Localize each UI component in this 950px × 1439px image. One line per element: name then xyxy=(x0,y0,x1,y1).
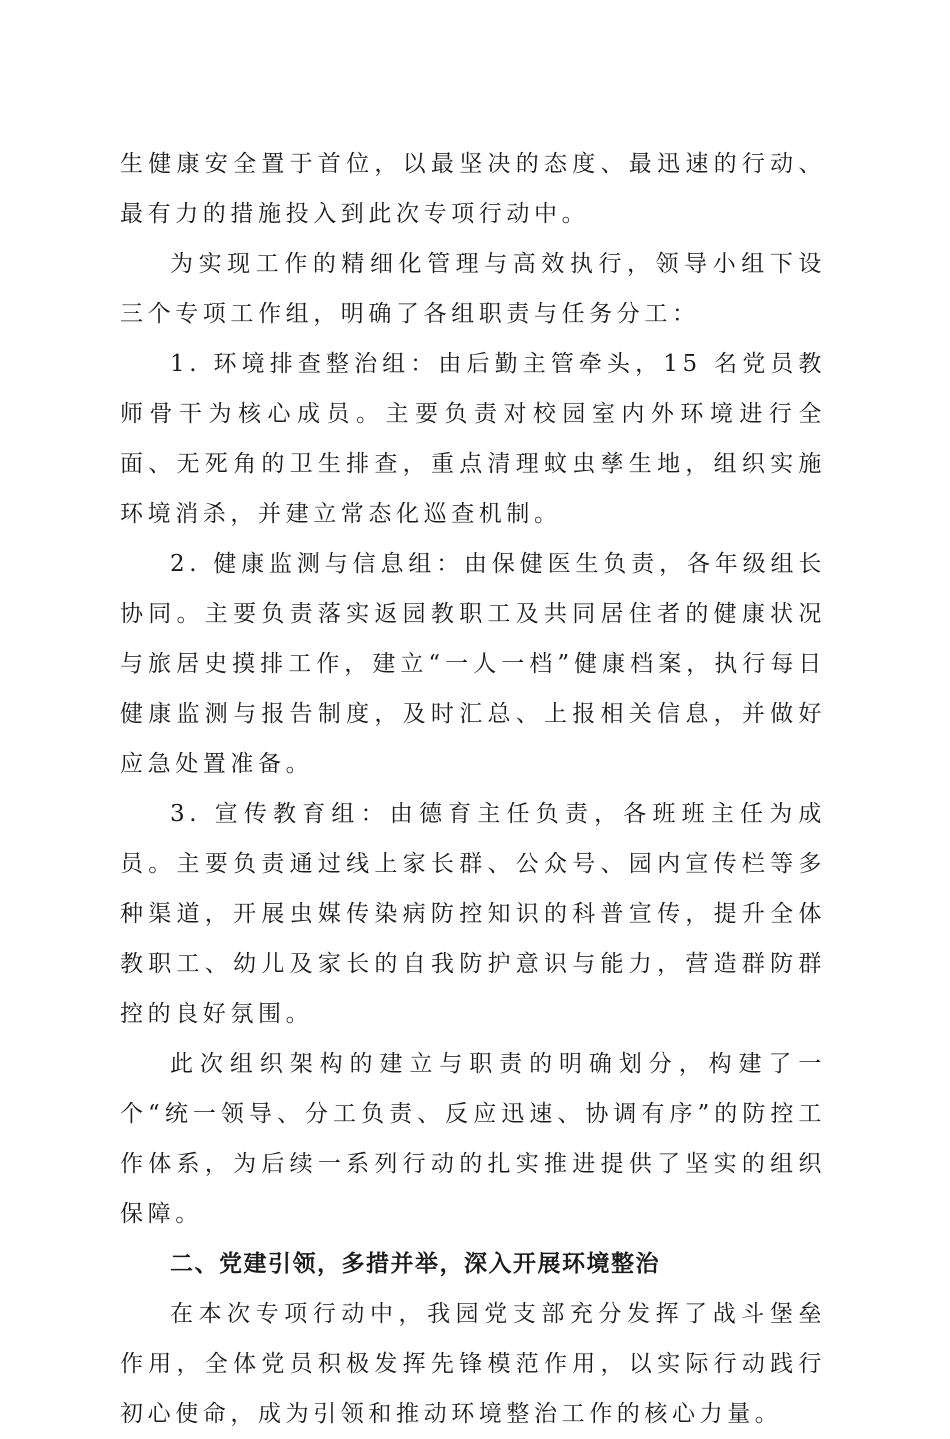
paragraph-group-publicity: 3. 宣传教育组：由德育主任负责，各班班主任为成员。主要负责通过线上家长群、公众号、园内宣传栏等多种渠道，开展虫媒传染病防控知识的科普宣传，提升全体教职工、幼儿及家长的自我防护意识与能力，营造群防群控的良好氛围。 xyxy=(120,801,826,1027)
paragraph-continuation: 生健康安全置于首位，以最坚决的态度、最迅速的行动、最有力的措施投入到此次专项行动中。 xyxy=(120,151,826,227)
section-heading: 二、党建引领，多措并举，深入开展环境整治 xyxy=(170,1251,660,1277)
document-page xyxy=(120,139,826,1439)
paragraph-intro: 为实现工作的精细化管理与高效执行，领导小组下设三个专项工作组，明确了各组职责与任务分工： xyxy=(120,251,826,327)
paragraph-group-health: 2. 健康监测与信息组：由保健医生负责，各年级组长协同。主要负责落实返园教职工及共同居住者的健康状况与旅居史摸排工作，建立“一人一档”健康档案，执行每日健康监测与报告制度，及时汇总、上报相关信息，并做好应急处置准备。 xyxy=(120,551,826,777)
paragraph-group-environment: 1. 环境排查整治组：由后勤主管牵头，15 名党员教师骨干为核心成员。主要负责对校园室内外环境进行全面、无死角的卫生排查，重点清理蚊虫孳生地，组织实施环境消杀，并建立常态化巡查机制。 xyxy=(120,351,826,527)
paragraph-party-role: 在本次专项行动中，我园党支部充分发挥了战斗堡垒作用，全体党员积极发挥先锋模范作用，以实际行动践行初心使命，成为引领和推动环境整治工作的核心力量。 xyxy=(120,1301,826,1427)
paragraph-summary: 此次组织架构的建立与职责的明确划分，构建了一个“统一领导、分工负责、反应迅速、协调有序”的防控工作体系，为后续一系列行动的扎实推进提供了坚实的组织保障。 xyxy=(120,1051,826,1227)
